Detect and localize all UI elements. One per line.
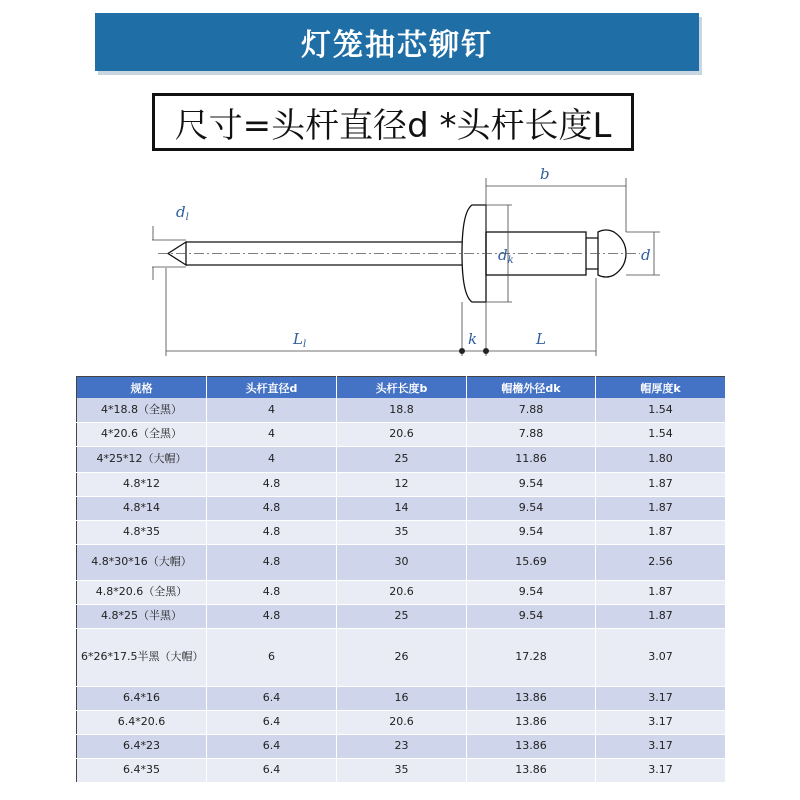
table-cell: 26 — [337, 628, 467, 686]
table-cell: 3.17 — [596, 686, 726, 710]
table-cell: 4.8 — [207, 496, 337, 520]
table-cell: 25 — [337, 446, 467, 472]
table-cell: 4 — [207, 422, 337, 446]
table-cell: 1.87 — [596, 604, 726, 628]
table-cell: 4.8 — [207, 580, 337, 604]
table-cell: 1.87 — [596, 580, 726, 604]
title-banner — [95, 13, 699, 71]
table-cell: 9.54 — [467, 472, 596, 496]
label-L1: L — [293, 330, 303, 348]
table-cell: 35 — [337, 758, 467, 782]
table-cell: 11.86 — [467, 446, 596, 472]
table-row — [77, 446, 726, 472]
table-cell: 1.87 — [596, 472, 726, 496]
table-cell: 6*26*17.5半黑（大帽） — [77, 628, 207, 686]
svg-text:dk — [498, 246, 514, 266]
dimension-dot-k-right — [483, 348, 489, 354]
table-cell: 13.86 — [467, 734, 596, 758]
table-cell: 35 — [337, 520, 467, 544]
table-cell: 4.8 — [207, 544, 337, 580]
table-cell: 4.8 — [207, 604, 337, 628]
table-row — [77, 398, 726, 422]
table-cell: 6 — [207, 628, 337, 686]
table-cell: 6.4*16 — [77, 686, 207, 710]
table-cell: 1.54 — [596, 422, 726, 446]
table-cell: 25 — [337, 604, 467, 628]
svg-text:Ll — [292, 330, 306, 350]
table-header-row — [77, 377, 726, 399]
table-cell: 23 — [337, 734, 467, 758]
label-d: d — [641, 246, 651, 264]
spec-table-body — [77, 398, 726, 782]
table-cell: 16 — [337, 686, 467, 710]
mandrel-tip — [168, 242, 186, 265]
table-cell: 9.54 — [467, 520, 596, 544]
table-cell: 6.4 — [207, 734, 337, 758]
label-dk-sub: k — [507, 255, 514, 266]
label-d1-sub: l — [185, 212, 189, 223]
table-cell: 4 — [207, 446, 337, 472]
table-cell: 4*18.8（全黑） — [77, 398, 207, 422]
svg-text:dl — [176, 203, 189, 223]
table-cell: 18.8 — [337, 398, 467, 422]
table-cell: 6.4 — [207, 710, 337, 734]
table-row — [77, 710, 726, 734]
table-cell: 4.8 — [207, 520, 337, 544]
label-d1: d — [176, 203, 186, 221]
table-cell: 15.69 — [467, 544, 596, 580]
label-L1-sub: l — [302, 339, 307, 350]
table-cell: 1.87 — [596, 520, 726, 544]
col-header: 帽檐外径dk — [467, 377, 596, 399]
table-cell: 4*25*12（大帽） — [77, 446, 207, 472]
table-cell: 7.88 — [467, 398, 596, 422]
mandrel-head — [586, 230, 626, 277]
table-cell: 4.8*14 — [77, 496, 207, 520]
col-header: 头杆长度b — [337, 377, 467, 399]
table-cell: 3.07 — [596, 628, 726, 686]
table-cell: 9.54 — [467, 496, 596, 520]
size-formula — [152, 93, 634, 151]
table-row — [77, 734, 726, 758]
table-row — [77, 686, 726, 710]
table-cell: 2.56 — [596, 544, 726, 580]
table-cell: 1.54 — [596, 398, 726, 422]
table-cell: 4.8*20.6（全黑） — [77, 580, 207, 604]
table-cell: 4.8*25（半黑） — [77, 604, 207, 628]
spec-table — [76, 376, 726, 783]
table-cell: 1.80 — [596, 446, 726, 472]
table-row — [77, 544, 726, 580]
col-header: 规格 — [77, 377, 207, 399]
label-dk: d — [498, 246, 508, 264]
table-cell: 1.87 — [596, 496, 726, 520]
table-cell: 6.4*35 — [77, 758, 207, 782]
table-cell: 6.4 — [207, 758, 337, 782]
table-cell: 13.86 — [467, 686, 596, 710]
rivet-body — [486, 232, 586, 275]
size-formula-text: 尺寸=头杆直径d *头杆长度L — [174, 105, 612, 146]
table-cell: 14 — [337, 496, 467, 520]
table-row — [77, 628, 726, 686]
col-header: 帽厚度k — [596, 377, 726, 399]
table-row — [77, 604, 726, 628]
table-cell: 4.8*30*16（大帽） — [77, 544, 207, 580]
table-cell: 3.17 — [596, 734, 726, 758]
table-cell: 4.8*12 — [77, 472, 207, 496]
table-cell: 4.8 — [207, 472, 337, 496]
table-row — [77, 472, 726, 496]
table-cell: 20.6 — [337, 710, 467, 734]
table-cell: 30 — [337, 544, 467, 580]
table-row — [77, 520, 726, 544]
label-b: b — [540, 165, 550, 183]
table-cell: 12 — [337, 472, 467, 496]
table-cell: 3.17 — [596, 710, 726, 734]
table-cell: 13.86 — [467, 758, 596, 782]
label-L: L — [536, 330, 546, 348]
table-cell: 6.4*20.6 — [77, 710, 207, 734]
table-row — [77, 580, 726, 604]
table-cell: 6.4 — [207, 686, 337, 710]
table-row — [77, 496, 726, 520]
table-cell: 7.88 — [467, 422, 596, 446]
table-cell: 20.6 — [337, 422, 467, 446]
table-row — [77, 758, 726, 782]
table-cell: 3.17 — [596, 758, 726, 782]
rivet-head — [462, 205, 486, 302]
dimension-dot-k-left — [459, 348, 465, 354]
table-cell: 4 — [207, 398, 337, 422]
table-cell: 4*20.6（全黑） — [77, 422, 207, 446]
page-title: 灯笼抽芯铆钉 — [301, 28, 493, 63]
table-cell: 9.54 — [467, 604, 596, 628]
table-row — [77, 422, 726, 446]
label-k: k — [468, 330, 478, 348]
table-cell: 6.4*23 — [77, 734, 207, 758]
col-header: 头杆直径d — [207, 377, 337, 399]
table-cell: 17.28 — [467, 628, 596, 686]
table-cell: 9.54 — [467, 580, 596, 604]
table-cell: 20.6 — [337, 580, 467, 604]
table-cell: 4.8*35 — [77, 520, 207, 544]
table-cell: 13.86 — [467, 710, 596, 734]
